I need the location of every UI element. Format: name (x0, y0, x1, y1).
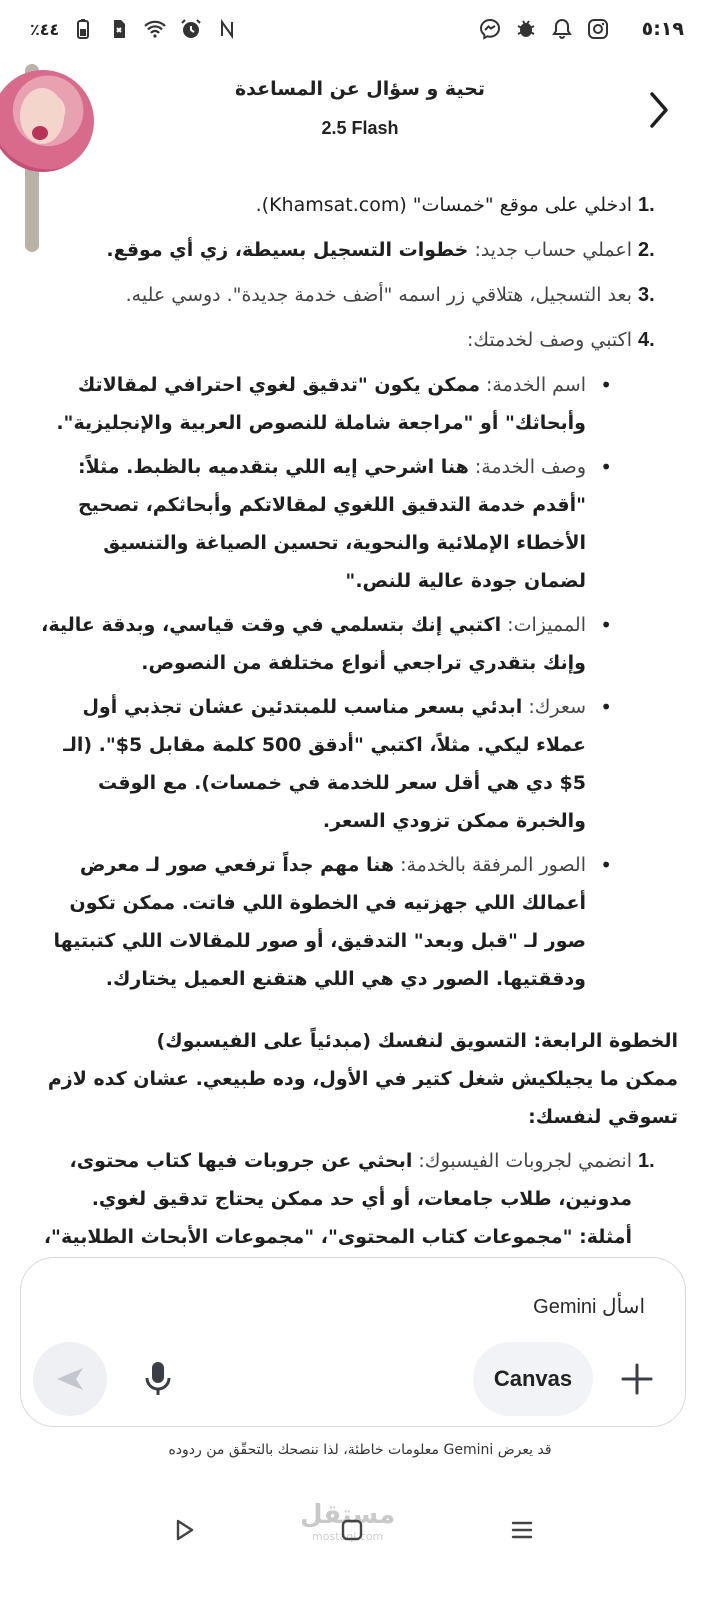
blocked-sim-icon (107, 17, 131, 41)
prompt-input-box[interactable] (20, 1257, 686, 1427)
list-item: 4. اكتبي وصف لخدمتك: (466, 329, 655, 351)
watermark-logo: مستقل (300, 1500, 396, 1530)
wifi-icon (143, 17, 167, 41)
bullet-item: • المميزات: اكتبي إنك بتسلمي في وقت قياسي، وبدقة عالية، وإنك بتقدري تراجعي أنواع مختلفة من النصوص. (0, 606, 720, 682)
status-system-icons (30, 17, 239, 41)
disclaimer-text: قد يعرض Gemini معلومات خاطئة، لذا ننصحك بالتحقّق من ردوده (168, 1442, 552, 1458)
watermark-url: mostaql.com (312, 1530, 384, 1543)
bullet-item: • سعرك: ابدئي بسعر مناسب للمبتدئين عشان تجذبي أول عملاء ليكي. مثلاً، اكتبي "أدقق 500 كلمة مقابل 5$". (الـ 5$ دي هي أقل سعر للخدمة في خمسات). مع الوقت والخبرة ممكن تزودي السعر. (0, 688, 720, 840)
nav-back-button[interactable] (166, 1512, 202, 1548)
plus-icon (620, 1362, 654, 1396)
nav-back-icon (171, 1517, 197, 1543)
instagram-icon (586, 17, 610, 41)
list-item: 1. ادخلي على موقع "خمسات" (Khamsat.com). (255, 194, 655, 216)
nav-home-button[interactable] (334, 1512, 370, 1548)
back-chevron-icon[interactable] (642, 90, 676, 130)
section-paragraph: ممكن ما يجيلكيش شغل كتير في الأول، وده طبيعي. عشان كده لازم تسوقي لنفسك: (47, 1068, 678, 1128)
alarm-bell-icon (550, 17, 574, 41)
chat-title[interactable]: تحية و سؤال عن المساعدة (234, 78, 486, 100)
status-time: ٥:١٩ (641, 18, 684, 40)
nav-home-icon (339, 1517, 365, 1543)
chat-header (0, 62, 720, 162)
prompt-input[interactable]: اسأل Gemini (533, 1296, 645, 1318)
system-nav-bar (0, 1490, 720, 1600)
bullet-item: • وصف الخدمة: هنا اشرحي إيه اللي بتقدميه بالظبط. مثلاً: "أقدم خدمة التدقيق اللغوي لمقالاتكم وأبحاثكم، تصحيح الأخطاء الإملائية والنحوية، تحسين الصياغة والتنسيق لضمان جودة عالية للنص." (0, 448, 720, 600)
send-icon (53, 1362, 87, 1396)
battery-percent: ٪٤٤ (30, 19, 60, 39)
section-heading: الخطوة الرابعة: التسويق لنفسك (مبدئياً على الفيسبوك) (156, 1030, 678, 1052)
battery-icon (71, 17, 95, 41)
messenger-icon (478, 17, 502, 41)
status-bar (0, 0, 720, 62)
canvas-button[interactable]: Canvas (473, 1342, 593, 1416)
list-item: 3. بعد التسجيل، هتلاقي زر اسمه "أضف خدمة جديدة". دوسي عليه. (125, 284, 655, 306)
bug-icon (514, 17, 538, 41)
add-button[interactable] (615, 1354, 659, 1404)
microphone-icon (144, 1359, 172, 1399)
nfc-icon (215, 17, 239, 41)
nav-menu-icon (509, 1517, 535, 1543)
microphone-button[interactable] (137, 1354, 179, 1404)
nav-recents-button[interactable] (504, 1512, 540, 1548)
alarm-clock-icon (179, 17, 203, 41)
send-button[interactable] (33, 1342, 107, 1416)
avatar-mouth (32, 126, 48, 140)
model-selector[interactable]: 2.5 Flash (321, 118, 399, 138)
bullet-item: • اسم الخدمة: ممكن يكون "تدقيق لغوي احترافي لمقالاتك وأبحاثك" أو "مراجعة شاملة للنصوص العربية والإنجليزية". (0, 366, 720, 442)
bullet-item: • الصور المرفقة بالخدمة: هنا مهم جداً ترفعي صور لـ معرض أعمالك اللي جهزتيه في الخطوة اللي فاتت. ممكن تكون صور لـ "قبل وبعد" التدقيق، أو صور للمقالات اللي كتبتيها ودققتيها. الصور دي هي اللي هتقنع العميل يختارك. (0, 846, 720, 998)
list-item: 1. انضمي لجروبات الفيسبوك: ابحثي عن جروبات فيها كتاب محتوى، مدونين، طلاب جامعات، أو أي حد ممكن يحتاج تدقيق لغوي. أمثلة: "مجموعات كتاب المحتوى"، "مجموعات الأبحاث الطلابية"، (43, 1150, 655, 1248)
response-content (0, 186, 720, 1252)
list-item: 2. اعملي حساب جديد: خطوات التسجيل بسيطة، زي أي موقع. (106, 239, 655, 261)
status-notification-icons (478, 17, 610, 41)
